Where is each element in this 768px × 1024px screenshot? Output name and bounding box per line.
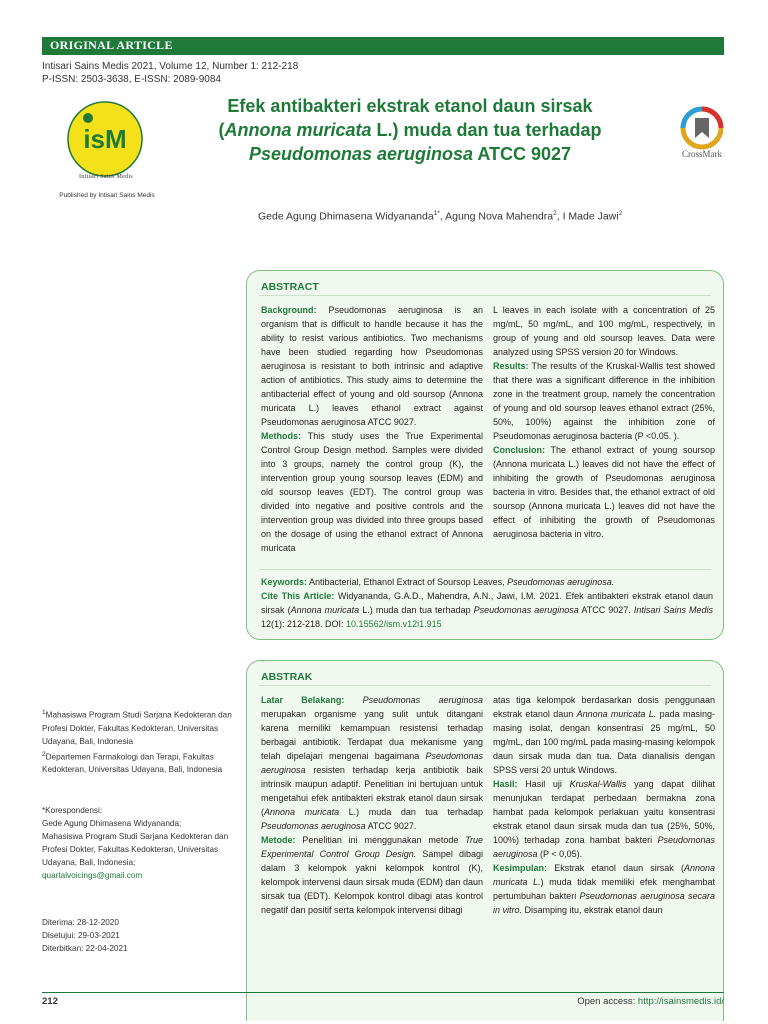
author-3-affil: 2 <box>618 210 623 217</box>
abstrak-right-text-2: pada masing-masing isolat, dengan konsentrasi 25 mg/mL, 50 mg/mL, dan 100 mg/mL pada masing-masing kelompok daun sirsak muda dan tua. Data dianalisis dengan SPSS versi 20 untuk Windows. <box>493 709 715 775</box>
abstrak-box <box>246 660 724 1021</box>
hasil-text-1: Hasil uji <box>517 779 570 789</box>
results-text: The results of the Kruskal-Wallis test showed that there was a significant difference in the inhibition zone in the treatment group, namely the concentration of young and old soursop leaves ethanol extract (25%, 50%, 100%) against the inhibition zone of Pseudomonas aeruginosa bacteria (P <0.05. ). <box>493 361 715 441</box>
metode-text-2: Sampel dibagi dalam 3 kelompok yakni kelompok kontrol (K), kelompok intervensi daun sirsak muda (EDM) dan daun sirsak tua (EDT). Kelompok kontrol dibagi atas kontrol negatif dan positif serta kelompok intervensi dibagi <box>261 849 483 915</box>
kes-text-3: Disamping itu, ekstrak etanol daun <box>522 905 663 915</box>
author-1: Gede Agung Dhimasena Widyananda <box>258 210 434 223</box>
conclusion-text: The ethanol extract of young soursop (Annona muricata L.) leaves did not have the effect of inhibiting the growth of Pseudomonas aeruginosa bacteria in vitro. Besides that, the ethanol extract of old soursop (Annona muricata L.) leaves did not have the effect of inhibiting the growth of Pseudomonas aeruginosa bacteria in vitro. <box>493 445 715 539</box>
conclusion-label: Conclusion: <box>493 445 545 455</box>
abstract-right-column <box>493 303 715 541</box>
affiliation-2-number: 2 <box>42 750 46 758</box>
kes-italic-1: Annona muricata L. <box>493 863 715 887</box>
open-access-note <box>577 996 724 1007</box>
author-1-affil: 1* <box>433 210 440 217</box>
affiliation-1-number: 1 <box>42 709 46 716</box>
abstrak-right-column <box>493 693 715 917</box>
title-line-1: Efek antibakteri ekstrak etanol daun sirsak <box>227 96 593 116</box>
metode-italic: True Experimental Control Group Design. <box>261 835 483 859</box>
author-2-affil: 2 <box>553 210 557 217</box>
kes-text-2: ) muda tidak memiliki efek menghambat pertumbuhan bakteri <box>493 877 715 901</box>
latar-italic-4: Pseudomonas aeruginosa <box>261 821 366 831</box>
section-banner <box>42 37 724 55</box>
abstract-left-column <box>261 303 483 555</box>
keywords-label: Keywords: <box>261 577 308 587</box>
article-title <box>170 94 650 166</box>
latar-label: Latar Belakang: <box>261 695 345 705</box>
hasil-italic-1: Kruskal-Wallis <box>569 779 627 789</box>
doi-link[interactable]: 10.15562/ism.v12i1.915 <box>346 619 442 629</box>
logo-text: isM <box>83 124 127 154</box>
kes-text-1: Ekstrak etanol daun sirsak ( <box>547 863 684 873</box>
hasil-text-3: (P < 0,05). <box>537 849 583 859</box>
abstrak-right-text-1: atas tiga kelompok berdasarkan dosis penggunaan ekstrak etanol daun <box>493 695 715 719</box>
date-accepted: Disetujui: 29-03-2021 <box>42 931 120 940</box>
journal-issn: P-ISSN: 2503-3638, E-ISSN: 2089-9084 <box>42 74 221 85</box>
abstract-separator <box>259 569 711 570</box>
metode-label: Metode: <box>261 835 296 845</box>
journal-citation: Intisari Sains Medis 2021, Volume 12, Number 1: 212-218 <box>42 61 299 72</box>
journal-logo <box>66 100 144 178</box>
cite-text-3: ATCC 9027. <box>578 605 634 615</box>
open-access-link[interactable]: http://isainsmedis.id/ <box>637 996 724 1007</box>
affiliation-1: Mahasiswa Program Studi Sarjana Kedokteran dan Profesi Dokter, Fakultas Kedokteran, Universitas Udayana, Bali, Indonesia <box>42 710 232 746</box>
author-2: , Agung Nova Mahendra <box>439 210 554 223</box>
abstract-footer <box>261 575 713 631</box>
results-label: Results: <box>493 361 529 371</box>
logo-journal-name: Intisari Sains Medis <box>79 174 133 180</box>
affiliations <box>42 706 232 776</box>
background-label: Background: <box>261 305 317 315</box>
correspondence-address: Mahasiswa Program Studi Sarjana Kedokteran dan Profesi Dokter, Fakultas Kedokteran, Universitas Udayana, Bali, Indonesia; <box>42 832 229 867</box>
title-paren: ( <box>218 120 225 140</box>
keywords-italic: Pseudomonas aeruginosa. <box>507 577 615 587</box>
latar-text-3: L.) muda dan tua terhadap <box>339 807 483 817</box>
kes-italic-2: Pseudomonas aeruginosa secara in vitro. <box>493 891 715 915</box>
author-3: , I Made Jawi <box>556 210 619 223</box>
methods-continued: L leaves in each isolate with a concentration of 25 mg/mL, 50 mg/mL, and 100 mg/mL, respectively, in group of young and old soursop leaves. Data were analyzed using SPSS version 20 for Windows. <box>493 305 715 357</box>
published-by: Published by Intisari Sains Medis <box>59 192 155 199</box>
title-species: Annona muricata <box>224 120 372 140</box>
cite-label: Cite This Article: <box>261 591 335 601</box>
date-published: Diterbitkan: 22-04-2021 <box>42 944 128 953</box>
latar-text-1: merupakan organisme yang sulit untuk ditangani karena memiliki kemampuan resistensi terhadap berbagai antibiotik. Terdapat dua mekanisme yang telah dipelajari mengenai bagaimana <box>261 709 483 761</box>
correspondence <box>42 804 232 882</box>
section-label: ORIGINAL ARTICLE <box>50 38 173 52</box>
author-list <box>258 210 622 223</box>
latar-italic-3: Annona muricata <box>264 807 340 817</box>
title-line-2: L.) muda dan tua terhadap <box>371 120 602 140</box>
latar-text-2: resisten terhadap kerja antibiotik baik intrinsik maupun adaptif. Penelitian ini bertujuan untuk mengetahui efek antibakteri ekstrak etanol daun sirsak ( <box>261 765 483 817</box>
abstract-box <box>246 270 724 640</box>
hasil-text-2: yang dapat dilihat menunjukan terdapat perbedaan bermakna zona hambat pada kelompok perlakuan yaitu konsentrasi ekstrak etanol daun sirsak muda dan tua (25%, 50%, 100%) terhadap zona hambat bakteri <box>493 779 715 845</box>
hasil-label: Hasil: <box>493 779 518 789</box>
methods-label: Methods: <box>261 431 301 441</box>
correspondence-label: *Korespondensi: <box>42 806 103 815</box>
title-bacteria: Pseudomonas aeruginosa <box>248 144 473 164</box>
article-dates <box>42 916 232 955</box>
background-text: Pseudomonas aeruginosa is an organism that is difficult to handle because it has the ability to resist various antibiotics. Two mechanisms have been studied regarding how Pseudomonas aeruginosa is resistant to both intrinsic and adaptive action of antibiotics. This study aims to determine the antibacterial effect of young and old soursop (Annona muricata L.) leaves ethanol extract against Pseudomonas aeruginosa ATCC 9027. <box>261 305 483 427</box>
cite-italic-1: Annona muricata <box>290 605 360 615</box>
title-line-3: ATCC 9027 <box>473 144 572 164</box>
keywords-text: Antibacterial, Ethanol Extract of Soursop Leaves, <box>307 577 508 587</box>
open-access-label: Open access: <box>577 996 638 1007</box>
cite-text-2: L.) muda dan tua terhadap <box>359 605 474 615</box>
latar-italic: Pseudomonas aeruginosa <box>344 695 483 705</box>
abstrak-heading: ABSTRAK <box>261 671 313 683</box>
latar-italic-2: Pseudomonas aeruginosa <box>261 751 483 775</box>
cite-text-4: 12(1): 212-218. DOI: <box>261 619 347 629</box>
abstrak-left-column <box>261 693 483 917</box>
date-received: Diterima: 28-12-2020 <box>42 918 119 927</box>
crossmark-label: CrossMark <box>682 149 722 159</box>
metode-text-1: Penelitian ini menggunakan metode <box>295 835 466 845</box>
cite-italic-2: Pseudomonas aeruginosa <box>473 605 579 615</box>
cite-italic-3: Intisari Sains Medis <box>633 605 714 615</box>
kesimpulan-label: Kesimpulan: <box>493 863 548 873</box>
abstract-divider <box>259 295 711 296</box>
methods-text: This study uses the True Experimental Control Group Design method. Samples were divided into 3 groups, namely the control group (K), the intervention group young soursop leaves (EDM) and old soursop leaves (EDT). The control group was divided into negative and positive controls and the intervention group was divided into three groups based on the dosage of using the ethanol extract of Annona muricata <box>261 431 483 553</box>
correspondence-email[interactable]: quartalvoicings@gmail.com <box>42 871 143 880</box>
abstrak-divider <box>259 685 711 686</box>
hasil-italic-2: Pseudomonas aeruginosa <box>493 835 715 859</box>
affiliation-2: Departemen Farmakologi dan Terapi, Fakultas Kedokteran, Universitas Udayana, Bali, Indonesia <box>42 752 223 775</box>
footer-divider <box>42 992 724 993</box>
abstrak-right-italic-1: Annona muricata L. <box>576 709 657 719</box>
journal-info <box>42 60 298 86</box>
page-number: 212 <box>42 996 58 1007</box>
latar-text-4: ATCC 9027. <box>365 821 417 831</box>
cite-text-1: Widyananda, G.A.D., Mahendra, A.N., Jawi, I.M. 2021. Efek antibakteri ekstrak etanol daun sirsak ( <box>261 591 713 615</box>
correspondence-name: Gede Agung Dhimasena Widyananda; <box>42 819 182 828</box>
abstract-heading: ABSTRACT <box>261 281 319 293</box>
